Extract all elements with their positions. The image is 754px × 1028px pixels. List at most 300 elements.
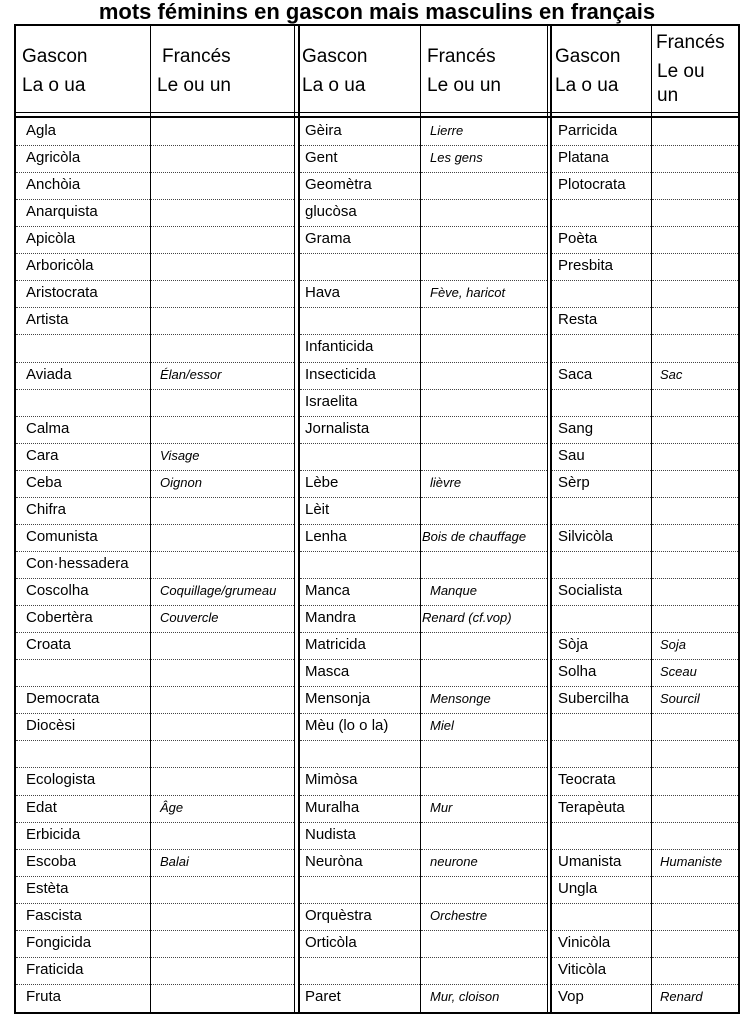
- row-separator: [151, 497, 294, 498]
- row-separator: [16, 686, 150, 687]
- row-separator: [552, 849, 651, 850]
- gascon-word: Fruta: [26, 987, 62, 1005]
- gascon-word: Diocèsi: [26, 717, 76, 735]
- row-separator: [552, 822, 651, 823]
- row-separator: [300, 903, 420, 904]
- gascon-word: Silvicòla: [558, 527, 614, 545]
- row-separator: [421, 767, 547, 768]
- gascon-word: Lèbe: [305, 473, 339, 491]
- row-separator: [16, 957, 150, 958]
- row-separator: [300, 497, 420, 498]
- row-separator: [552, 362, 651, 363]
- row-separator: [652, 849, 738, 850]
- row-separator: [652, 172, 738, 173]
- row-separator: [151, 307, 294, 308]
- french-translation: Humaniste: [660, 853, 723, 869]
- gascon-word: Con·hessadera: [26, 554, 129, 572]
- gascon-word: Chifra: [26, 500, 67, 518]
- row-separator: [652, 903, 738, 904]
- row-separator: [552, 686, 651, 687]
- row-separator: [300, 199, 420, 200]
- row-separator: [552, 551, 651, 552]
- row-separator: [151, 930, 294, 931]
- gascon-word: Coscolha: [26, 582, 89, 600]
- row-separator: [151, 199, 294, 200]
- row-separator: [421, 470, 547, 471]
- row-separator: [16, 253, 150, 254]
- row-separator: [151, 578, 294, 579]
- gascon-word: Viticòla: [558, 960, 607, 978]
- row-separator: [16, 334, 150, 335]
- header-frances-sub-1: Le ou un: [157, 75, 231, 96]
- gascon-word: Sèrp: [558, 473, 590, 491]
- row-separator: [552, 876, 651, 877]
- gascon-word: Mimòsa: [305, 771, 358, 789]
- row-separator: [300, 362, 420, 363]
- gascon-word: Cobertèra: [26, 609, 93, 627]
- row-separator: [652, 199, 738, 200]
- gascon-word: Artista: [26, 311, 69, 329]
- row-separator: [16, 876, 150, 877]
- row-separator: [16, 145, 150, 146]
- gascon-word: Anchòia: [26, 176, 81, 194]
- french-translation: Oignon: [160, 474, 202, 490]
- row-separator: [652, 280, 738, 281]
- gascon-word: Saca: [558, 365, 593, 383]
- row-separator: [652, 984, 738, 985]
- gascon-word: Israelita: [305, 392, 358, 410]
- gascon-word: Mandra: [305, 609, 356, 627]
- gascon-word: Croata: [26, 636, 72, 654]
- row-separator: [300, 822, 420, 823]
- row-separator: [16, 226, 150, 227]
- header-top-rule: [14, 24, 740, 26]
- gascon-word: Mensonja: [305, 690, 371, 708]
- row-separator: [421, 740, 547, 741]
- gascon-word: Gèira: [305, 122, 342, 139]
- row-separator: [151, 470, 294, 471]
- row-separator: [300, 172, 420, 173]
- row-separator: [552, 226, 651, 227]
- row-separator: [16, 740, 150, 741]
- row-separator: [421, 497, 547, 498]
- row-separator: [552, 145, 651, 146]
- row-separator: [151, 984, 294, 985]
- french-translation: Renard (cf.vop): [422, 610, 512, 626]
- french-translation: Miel: [430, 718, 454, 734]
- gascon-word: Orticòla: [305, 933, 357, 951]
- row-separator: [421, 307, 547, 308]
- row-separator: [16, 632, 150, 633]
- french-translation: neurone: [430, 853, 478, 869]
- row-separator: [652, 876, 738, 877]
- row-separator: [151, 145, 294, 146]
- row-separator: [151, 362, 294, 363]
- row-separator: [16, 605, 150, 606]
- row-separator: [652, 822, 738, 823]
- header-frances-3: Francés: [656, 32, 725, 53]
- header-gascon-sub-3: La o ua: [555, 75, 619, 96]
- row-separator: [421, 280, 547, 281]
- gascon-word: Terapèuta: [558, 798, 625, 816]
- row-separator: [652, 551, 738, 552]
- row-separator: [652, 362, 738, 363]
- french-translation: Élan/essor: [160, 366, 222, 382]
- gascon-word: Matricida: [305, 636, 366, 654]
- row-separator: [16, 822, 150, 823]
- row-separator: [16, 903, 150, 904]
- row-separator: [552, 930, 651, 931]
- row-separator: [421, 253, 547, 254]
- french-translation: Sceau: [660, 664, 697, 680]
- gascon-word: Calma: [26, 419, 70, 437]
- row-separator: [16, 524, 150, 525]
- row-separator: [300, 713, 420, 714]
- row-separator: [421, 930, 547, 931]
- french-translation: Sac: [660, 366, 683, 382]
- row-separator: [151, 172, 294, 173]
- row-separator: [300, 605, 420, 606]
- row-separator: [552, 795, 651, 796]
- column-divider-2: [420, 26, 421, 1014]
- gascon-word: Infanticida: [305, 338, 374, 356]
- gascon-word: Aviada: [26, 365, 72, 383]
- gascon-word: Hava: [305, 284, 341, 302]
- row-separator: [16, 307, 150, 308]
- row-separator: [421, 389, 547, 390]
- french-translation: Mensonge: [430, 691, 491, 707]
- header-bottom-rule-2: [14, 116, 740, 118]
- column-divider-1: [150, 26, 151, 1014]
- row-separator: [16, 362, 150, 363]
- row-separator: [652, 930, 738, 931]
- row-separator: [421, 578, 547, 579]
- row-separator: [421, 524, 547, 525]
- row-separator: [421, 903, 547, 904]
- row-separator: [300, 145, 420, 146]
- row-separator: [16, 659, 150, 660]
- gascon-word: Edat: [26, 798, 57, 816]
- row-separator: [151, 524, 294, 525]
- gascon-word: Democrata: [26, 690, 100, 708]
- row-separator: [300, 632, 420, 633]
- gascon-word: Fongicida: [26, 933, 92, 951]
- gascon-word: Anarquista: [26, 203, 98, 221]
- row-separator: [421, 145, 547, 146]
- row-separator: [552, 713, 651, 714]
- row-separator: [300, 876, 420, 877]
- row-separator: [151, 795, 294, 796]
- row-separator: [16, 443, 150, 444]
- gascon-word: Poèta: [558, 230, 598, 248]
- row-separator: [16, 416, 150, 417]
- gascon-word: Arboricòla: [26, 257, 94, 275]
- row-separator: [300, 740, 420, 741]
- french-translation: Balai: [160, 853, 189, 869]
- row-separator: [300, 795, 420, 796]
- gascon-word: Lèit: [305, 500, 330, 518]
- gascon-word: Ceba: [26, 473, 62, 491]
- row-separator: [652, 389, 738, 390]
- gascon-word: Resta: [558, 311, 598, 329]
- row-separator: [552, 767, 651, 768]
- gascon-word: Agla: [26, 122, 57, 139]
- gascon-word: Lenha: [305, 527, 347, 545]
- row-separator: [552, 632, 651, 633]
- row-separator: [552, 389, 651, 390]
- row-separator: [300, 551, 420, 552]
- gascon-word: Vop: [558, 987, 584, 1005]
- row-separator: [16, 470, 150, 471]
- column-divider-3: [651, 26, 652, 1014]
- group-divider-2a: [547, 26, 548, 1014]
- row-separator: [552, 957, 651, 958]
- french-translation: Coquillage/grumeau: [160, 583, 277, 599]
- french-translation: Couvercle: [160, 610, 219, 626]
- gascon-word: Fraticida: [26, 960, 84, 978]
- french-translation: Manque: [430, 583, 477, 599]
- gascon-word: Paret: [305, 987, 341, 1005]
- row-separator: [421, 172, 547, 173]
- row-separator: [151, 713, 294, 714]
- header-frances-2: Francés: [427, 46, 496, 67]
- row-separator: [652, 605, 738, 606]
- row-separator: [552, 497, 651, 498]
- gascon-word: Socialista: [558, 582, 623, 600]
- row-separator: [552, 524, 651, 525]
- row-separator: [421, 849, 547, 850]
- row-separator: [151, 740, 294, 741]
- row-separator: [151, 253, 294, 254]
- row-separator: [652, 307, 738, 308]
- gascon-word: Apicòla: [26, 230, 76, 248]
- row-separator: [652, 686, 738, 687]
- row-separator: [552, 253, 651, 254]
- row-separator: [421, 416, 547, 417]
- row-separator: [421, 876, 547, 877]
- group-divider-1b: [298, 26, 300, 1014]
- gascon-word: Fascista: [26, 906, 82, 924]
- row-separator: [151, 280, 294, 281]
- row-separator: [652, 253, 738, 254]
- row-separator: [652, 524, 738, 525]
- gascon-word: Jornalista: [305, 419, 370, 437]
- row-separator: [300, 686, 420, 687]
- row-separator: [552, 659, 651, 660]
- french-translation: Visage: [160, 447, 200, 463]
- row-separator: [421, 443, 547, 444]
- row-separator: [151, 659, 294, 660]
- row-separator: [300, 957, 420, 958]
- group-divider-2b: [550, 26, 552, 1014]
- row-separator: [300, 443, 420, 444]
- gascon-word: Plotocrata: [558, 176, 626, 194]
- gascon-word: Manca: [305, 582, 351, 600]
- row-separator: [652, 443, 738, 444]
- row-separator: [151, 605, 294, 606]
- row-separator: [16, 767, 150, 768]
- french-translation: Bois de chauffage: [422, 528, 527, 544]
- row-separator: [16, 578, 150, 579]
- row-separator: [652, 470, 738, 471]
- french-translation: Fève, haricot: [430, 285, 506, 301]
- row-separator: [16, 389, 150, 390]
- row-separator: [300, 416, 420, 417]
- row-separator: [421, 605, 547, 606]
- row-separator: [552, 470, 651, 471]
- row-separator: [552, 334, 651, 335]
- gascon-word: Nudista: [305, 825, 356, 843]
- row-separator: [652, 713, 738, 714]
- row-separator: [552, 172, 651, 173]
- row-separator: [652, 416, 738, 417]
- french-translation: Mur, cloison: [430, 988, 500, 1004]
- gascon-word: Teocrata: [558, 771, 616, 789]
- header-bottom-rule: [14, 112, 740, 113]
- row-separator: [151, 876, 294, 877]
- group-divider-1a: [294, 26, 295, 1014]
- row-separator: [652, 497, 738, 498]
- gascon-word: Geomètra: [305, 176, 372, 194]
- row-separator: [552, 605, 651, 606]
- french-translation: Mur: [430, 799, 453, 815]
- row-separator: [421, 822, 547, 823]
- row-separator: [552, 903, 651, 904]
- row-separator: [652, 226, 738, 227]
- gascon-word: Masca: [305, 663, 350, 681]
- gascon-word: Presbita: [558, 257, 614, 275]
- row-separator: [552, 307, 651, 308]
- gascon-word: Sau: [558, 446, 585, 464]
- row-separator: [421, 795, 547, 796]
- gascon-word: Sòja: [558, 636, 589, 654]
- french-translation: lièvre: [430, 474, 462, 490]
- row-separator: [421, 632, 547, 633]
- row-separator: [16, 280, 150, 281]
- row-separator: [151, 767, 294, 768]
- row-separator: [16, 713, 150, 714]
- row-separator: [652, 957, 738, 958]
- row-separator: [652, 740, 738, 741]
- gascon-word: Platana: [558, 149, 609, 167]
- gascon-word: Umanista: [558, 852, 622, 870]
- header-gascon-2: Gascon: [302, 46, 368, 67]
- row-separator: [300, 984, 420, 985]
- row-separator: [421, 226, 547, 227]
- header-frances-sub-3b: un: [657, 85, 679, 106]
- row-separator: [300, 470, 420, 471]
- row-separator: [552, 416, 651, 417]
- row-separator: [300, 849, 420, 850]
- gascon-word: Agricòla: [26, 149, 81, 167]
- row-separator: [421, 686, 547, 687]
- row-separator: [552, 984, 651, 985]
- page-title: mots féminins en gascon mais masculins en français: [98, 0, 656, 24]
- row-separator: [300, 280, 420, 281]
- row-separator: [300, 389, 420, 390]
- row-separator: [300, 578, 420, 579]
- french-translation: Renard: [660, 988, 703, 1004]
- gascon-word: Comunista: [26, 527, 98, 545]
- row-separator: [421, 957, 547, 958]
- row-separator: [151, 903, 294, 904]
- row-separator: [421, 984, 547, 985]
- header-frances-sub-2: Le ou un: [427, 75, 501, 96]
- header-gascon-1: Gascon: [22, 46, 88, 67]
- row-separator: [16, 930, 150, 931]
- gascon-word: Orquèstra: [305, 906, 372, 924]
- row-separator: [652, 145, 738, 146]
- row-separator: [300, 524, 420, 525]
- row-separator: [16, 795, 150, 796]
- row-separator: [652, 795, 738, 796]
- row-separator: [300, 253, 420, 254]
- french-translation: Lierre: [430, 123, 464, 138]
- gascon-word: Ungla: [558, 879, 598, 897]
- gascon-word: Ecologista: [26, 771, 96, 789]
- french-translation: Orchestre: [430, 907, 488, 923]
- row-separator: [300, 334, 420, 335]
- french-translation: Les gens: [430, 150, 483, 166]
- row-separator: [300, 226, 420, 227]
- row-separator: [552, 280, 651, 281]
- row-separator: [151, 686, 294, 687]
- row-separator: [652, 632, 738, 633]
- row-separator: [16, 497, 150, 498]
- french-translation: Sourcil: [660, 691, 700, 707]
- row-separator: [151, 849, 294, 850]
- gascon-word: Grama: [305, 230, 351, 248]
- row-separator: [16, 199, 150, 200]
- row-separator: [421, 551, 547, 552]
- gascon-word: Solha: [558, 663, 597, 681]
- row-separator: [151, 957, 294, 958]
- row-separator: [652, 334, 738, 335]
- row-separator: [151, 443, 294, 444]
- row-separator: [300, 659, 420, 660]
- row-separator: [151, 551, 294, 552]
- row-separator: [16, 172, 150, 173]
- header-gascon-3: Gascon: [555, 46, 621, 67]
- row-separator: [151, 334, 294, 335]
- row-separator: [151, 822, 294, 823]
- header-frances-sub-3: Le ou: [657, 61, 705, 82]
- row-separator: [300, 767, 420, 768]
- gascon-word: Mèu (lo o la): [305, 717, 389, 735]
- row-separator: [16, 551, 150, 552]
- gascon-word: Gent: [305, 149, 338, 167]
- row-separator: [552, 740, 651, 741]
- gascon-word: Muralha: [305, 798, 360, 816]
- header-frances-1: Francés: [162, 46, 231, 67]
- gascon-word: Estèta: [26, 879, 69, 897]
- gascon-word: Parricida: [558, 122, 618, 139]
- header-gascon-sub-2: La o ua: [302, 75, 366, 96]
- row-separator: [151, 416, 294, 417]
- row-separator: [421, 334, 547, 335]
- french-translation: Âge: [160, 799, 184, 815]
- gascon-word: glucòsa: [305, 203, 357, 221]
- row-separator: [652, 767, 738, 768]
- row-separator: [300, 307, 420, 308]
- gascon-word: Neuròna: [305, 852, 363, 870]
- row-separator: [151, 226, 294, 227]
- row-separator: [552, 578, 651, 579]
- row-separator: [552, 199, 651, 200]
- row-separator: [552, 443, 651, 444]
- row-separator: [16, 849, 150, 850]
- gascon-word: Subercilha: [558, 690, 629, 708]
